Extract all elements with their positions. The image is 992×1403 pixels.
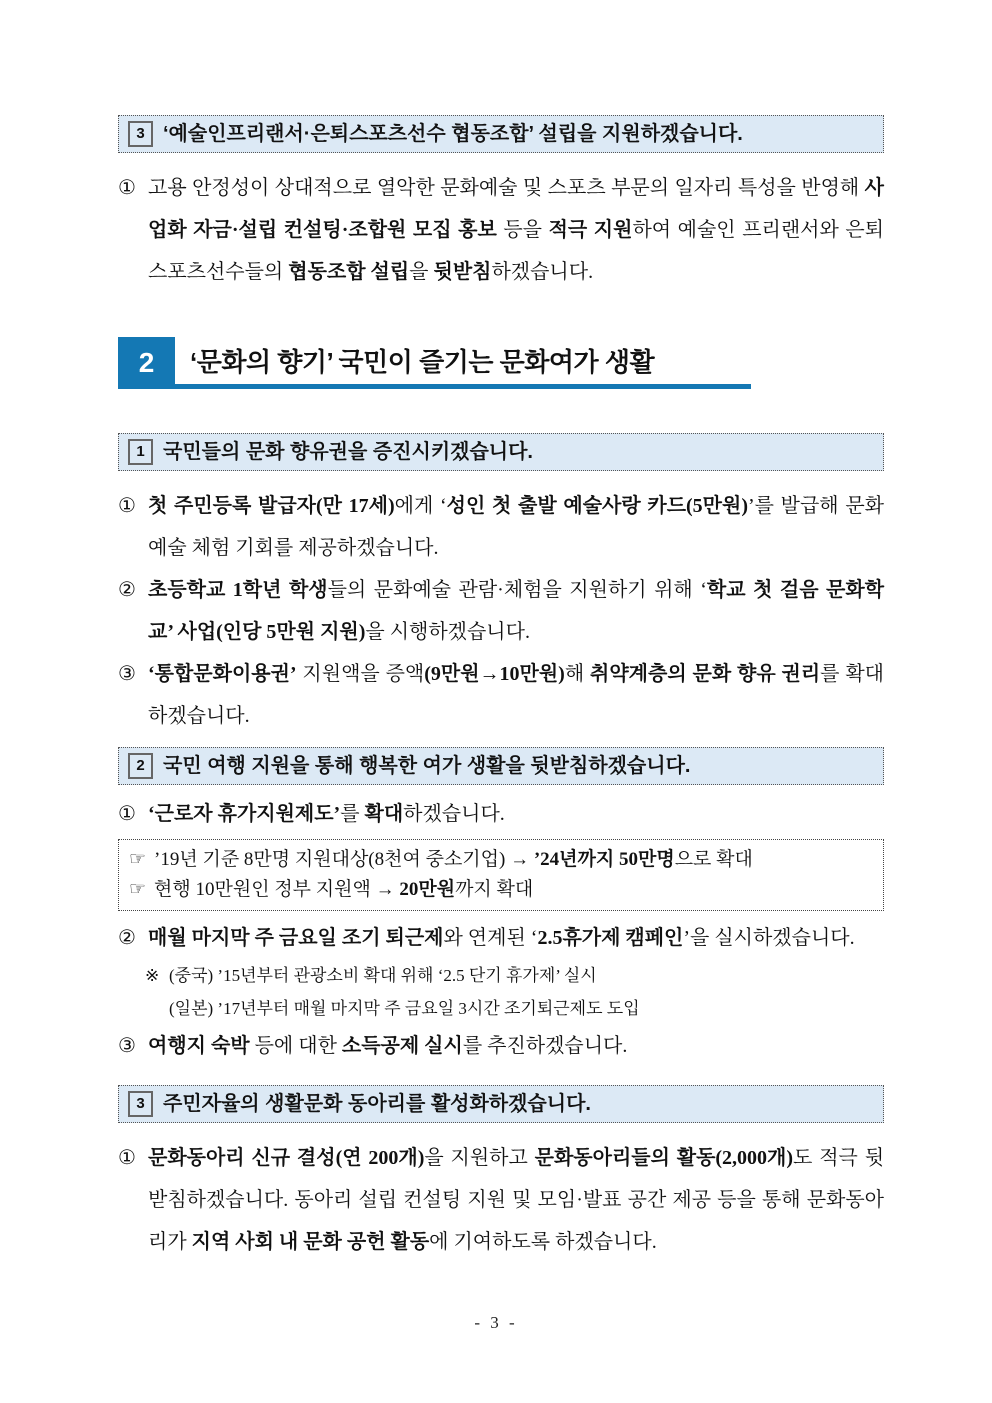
subsection-title: 주민자율의 생활문화 동아리를 활성화하겠습니다.	[163, 1093, 591, 1115]
circled-number-marker: ①	[118, 495, 136, 517]
subsection-number-box: 3	[128, 1091, 153, 1117]
paragraph-text: 초등학교 1학년 학생들의 문화예술 관람·체험을 지원하기 위해 ‘학교 첫 걸음 문화학교’ 사업(인당 5만원 지원)을 시행하겠습니다.	[148, 579, 885, 643]
pointing-hand-icon: ☞	[129, 879, 147, 900]
circled-number-marker: ①	[118, 1147, 136, 1169]
note-line-japan: (일본) ’17년부터 매월 마지막 주 금요일 3시간 조기퇴근제도 도입	[169, 999, 640, 1018]
subsection-2-travel-support-header	[118, 747, 884, 785]
subsection-number-box: 3	[128, 121, 153, 147]
subsection-number-box: 1	[128, 439, 153, 465]
circled-number-marker: ③	[118, 1035, 136, 1057]
paragraph-art-love-card	[118, 485, 884, 569]
info-line-text: ’19년 기준 8만명 지원대상(8천여 중소기업) → ’24년까지 50만명으로 확대	[154, 849, 753, 870]
paragraph-text: 첫 주민등록 발급자(만 17세)에게 ‘성인 첫 출발 예술사랑 카드(5만원)’를 발급해 문화예술 체험 기회를 제공하겠습니다.	[148, 495, 884, 559]
subsection-3-culture-clubs-header	[118, 1085, 884, 1123]
paragraph-text: ‘통합문화이용권’ 지원액을 증액(9만원→10만원)해 취약계층의 문화 향유 권리를 확대하겠습니다.	[148, 663, 885, 727]
paragraph-culture-voucher	[118, 653, 884, 737]
subsection-3-artists-coop-header	[118, 115, 884, 153]
subsection-number-box: 2	[128, 753, 153, 779]
subsection-title: 국민 여행 지원을 통해 행복한 여가 생활을 뒷받침하겠습니다.	[163, 755, 691, 777]
paragraph-culture-clubs	[118, 1137, 884, 1263]
info-line-subsidy	[129, 875, 873, 905]
info-line-text: 현행 10만원인 정부 지원액 → 20만원까지 확대	[154, 879, 534, 900]
circled-number-marker: ①	[118, 177, 136, 199]
paragraph-worker-vacation-support	[118, 793, 884, 835]
circled-number-marker: ③	[118, 663, 136, 685]
paragraph-text: 문화동아리 신규 결성(연 200개)을 지원하고 문화동아리들의 활동(2,000개)도 적극 뒷받침하겠습니다. 동아리 설립 컨설팅 지원 및 모임·발표 공간 제공 등을 통해 문화동아리가 지역 사회 내 문화 공헌 활동에 기여하도록 하겠습니다.	[148, 1147, 885, 1253]
section-2-header	[118, 337, 884, 389]
reference-mark-icon: ※	[145, 966, 160, 985]
page-content	[118, 0, 884, 1263]
paragraph-text: ‘근로자 휴가지원제도’를 확대하겠습니다.	[148, 803, 505, 825]
section-title: ‘문화의 향기’ 국민이 즐기는 문화여가 생활	[175, 337, 751, 389]
pointing-hand-icon: ☞	[129, 849, 147, 870]
paragraph-text: 매월 마지막 주 금요일 조기 퇴근제와 연계된 ‘2.5휴가제 캠페인’을 실시하겠습니다.	[148, 927, 855, 949]
paragraph-vacation-campaign	[118, 917, 884, 959]
paragraph-school-first-step	[118, 569, 884, 653]
paragraph-text: 고용 안정성이 상대적으로 열악한 문화예술 및 스포츠 부문의 일자리 특성을 반영해 사업화 자금·설립 컨설팅·조합원 모집 홍보 등을 적극 지원하여 예술인 프리랜서와 은퇴스포츠선수들의 협동조합 설립을 뒷받침하겠습니다.	[148, 177, 885, 283]
reference-note	[145, 959, 884, 1025]
expansion-info-box	[118, 839, 884, 911]
page-number: - 3 -	[474, 1313, 518, 1332]
section-number-badge: 2	[118, 337, 175, 389]
note-line-china: (중국) ’15년부터 관광소비 확대 위해 ‘2.5 단기 휴가제’ 실시	[169, 966, 597, 985]
paragraph-tax-deduction	[118, 1025, 884, 1067]
subsection-title: ‘예술인프리랜서·은퇴스포츠선수 협동조합’ 설립을 지원하겠습니다.	[163, 123, 743, 145]
circled-number-marker: ②	[118, 927, 136, 949]
circled-number-marker: ①	[118, 803, 136, 825]
subsection-title: 국민들의 문화 향유권을 증진시키겠습니다.	[163, 441, 533, 463]
info-line-beneficiaries	[129, 845, 873, 875]
paragraph-text: 여행지 숙박 등에 대한 소득공제 실시를 추진하겠습니다.	[148, 1035, 628, 1057]
circled-number-marker: ②	[118, 579, 136, 601]
paragraph-coop-support	[118, 167, 884, 293]
reference-note-lines	[169, 959, 884, 1025]
subsection-1-culture-rights-header	[118, 433, 884, 471]
